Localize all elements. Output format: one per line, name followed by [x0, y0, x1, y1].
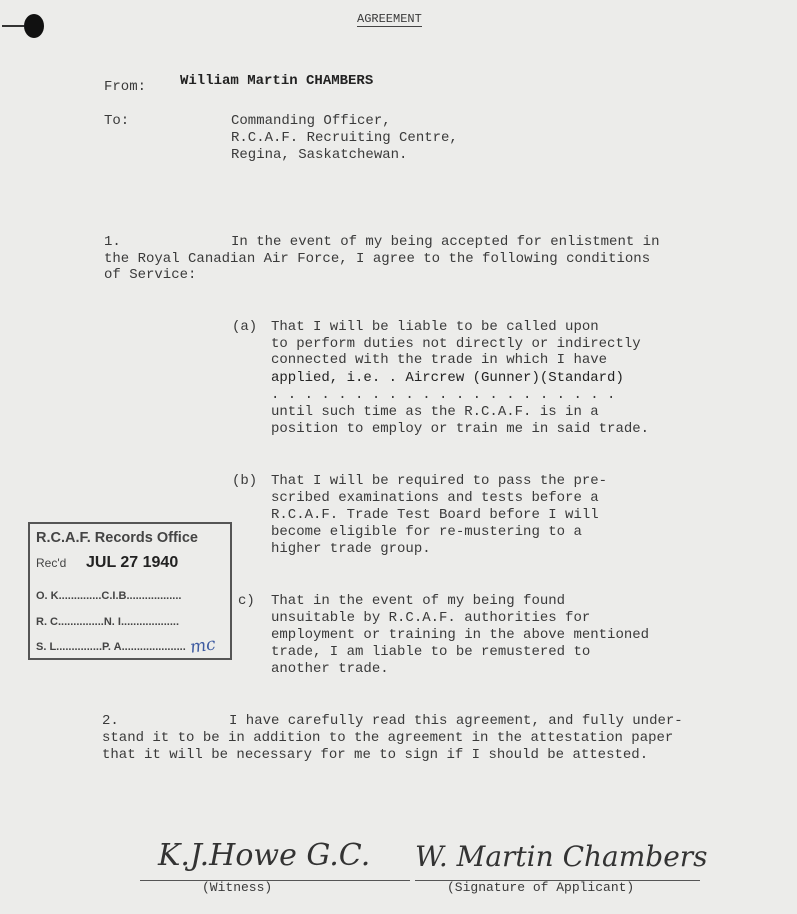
stamp-date: JUL 27 1940 [86, 554, 179, 571]
clause-line: to perform duties not directly or indirectly [271, 336, 641, 352]
stamp-row: S. L...............P. A..................... [36, 641, 186, 653]
para-number: 1. [104, 234, 121, 250]
clause-line: scribed examinations and tests before a [271, 490, 599, 506]
to-line: Commanding Officer, [231, 113, 391, 129]
mark [2, 25, 24, 27]
clause-line: connected with the trade in which I have [271, 352, 608, 368]
document-title: AGREEMENT [357, 12, 422, 26]
from-name: William Martin CHAMBERS [180, 73, 374, 89]
to-line: Regina, Saskatchewan. [231, 147, 408, 163]
stamp-title: R.C.A.F. Records Office [36, 530, 198, 546]
clause-line: unsuitable by R.C.A.F. authorities for [271, 610, 591, 626]
para-line: the Royal Canadian Air Force, I agree to the following conditions [104, 251, 651, 267]
to-label: To: [104, 113, 130, 129]
clause-line: That in the event of my being found [271, 593, 566, 609]
from-label: From: [104, 79, 147, 95]
clause-line: another trade. [271, 661, 389, 677]
clause-line: higher trade group. [271, 541, 431, 557]
para-line: that it will be necessary for me to sign if I should be attested. [102, 747, 649, 763]
clause-line: until such time as the R.C.A.F. is in a [271, 404, 599, 420]
clause-label: (b) [232, 473, 258, 489]
clause-label: c) [238, 593, 255, 609]
dotted-line: . . . . . . . . . . . . . . . . . . . . . [271, 387, 616, 403]
para-line: I have carefully read this agreement, and fully under- [229, 713, 683, 729]
clause-line: That I will be liable to be called upon [271, 319, 599, 335]
clause-line: That I will be required to pass the pre- [271, 473, 608, 489]
para-line: stand it to be in addition to the agreement in the attestation paper [102, 730, 674, 746]
clause-line: position to employ or train me in said trade. [271, 421, 650, 437]
applicant-signature: W. Martin Chambers [415, 840, 708, 873]
clause-label: (a) [232, 319, 258, 335]
witness-signature: K.J.Howe G.C. [158, 838, 371, 873]
stamp-row: R. C...............N. I................... [36, 616, 180, 628]
witness-label: (Witness) [202, 880, 273, 895]
to-line: R.C.A.F. Recruiting Centre, [231, 130, 458, 146]
stamp-row: O. K..............C.I.B.................. [36, 590, 182, 602]
para-line: of Service: [104, 267, 197, 283]
para-number: 2. [102, 713, 119, 729]
clause-line: trade, I am liable to be remustered to [271, 644, 591, 660]
handwritten-initials: mc [188, 634, 217, 658]
punch-hole [24, 14, 44, 38]
applicant-label: (Signature of Applicant) [447, 880, 635, 895]
clause-line-trade: applied, i.e. . Aircrew (Gunner)(Standard) [271, 370, 624, 386]
records-office-stamp [28, 522, 232, 660]
witness-signature-line [140, 880, 410, 881]
stamp-recd-label: Rec'd [36, 556, 67, 570]
clause-line: become eligible for re-mustering to a [271, 524, 582, 540]
clause-line: R.C.A.F. Trade Test Board before I will [271, 507, 599, 523]
para-line: In the event of my being accepted for enlistment in [231, 234, 660, 250]
clause-line: employment or training in the above mentioned [271, 627, 650, 643]
